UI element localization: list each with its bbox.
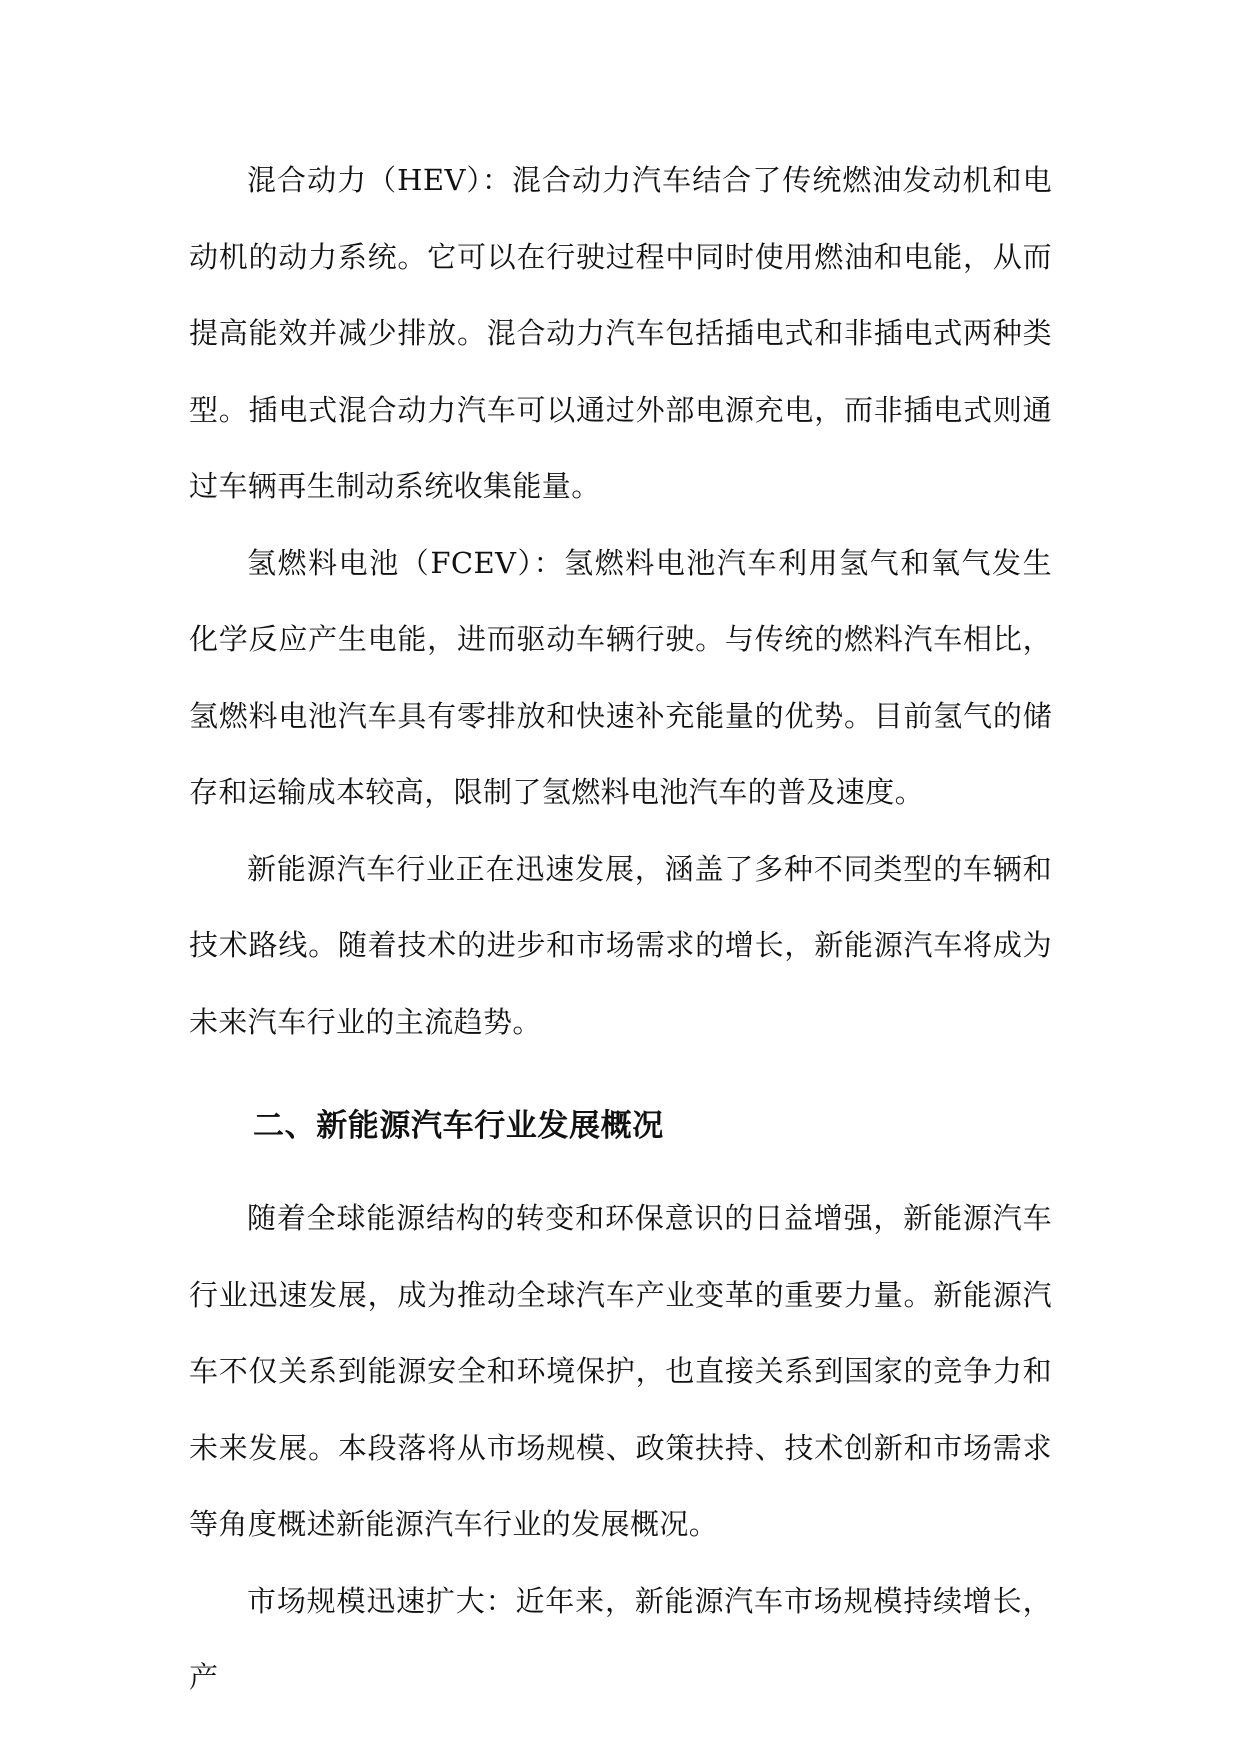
paragraph-hev: 混合动力（HEV）：混合动力汽车结合了传统燃油发动机和电动机的动力系统。它可以在行驶过程中同时使用燃油和电能，从而提高能效并减少排放。混合动力汽车包括插电式和非插电式两种类型。插电式混合动力汽车可以通过外部电源充电，而非插电式则通过车辆再生制动系统收集能量。 [189, 163, 1052, 503]
paragraph-development-overview: 随着全球能源结构的转变和环保意识的日益增强，新能源汽车行业迅速发展，成为推动全球汽车产业变革的重要力量。新能源汽车不仅关系到能源安全和环境保护，也直接关系到国家的竞争力和未来发展。本段落将从市场规模、政策扶持、技术创新和市场需求等角度概述新能源汽车行业的发展概况。 [189, 1201, 1052, 1541]
paragraph-fcev: 氢燃料电池（FCEV）：氢燃料电池汽车利用氢气和氧气发生化学反应产生电能，进而驱动车辆行驶。与传统的燃料汽车相比，氢燃料电池汽车具有零排放和快速补充能量的优势。目前氢气的储存和运输成本较高，限制了氢燃料电池汽车的普及速度。 [189, 545, 1052, 809]
paragraph-market-scale: 市场规模迅速扩大：近年来，新能源汽车市场规模持续增长，产 [189, 1583, 1052, 1694]
paragraph-industry-summary: 新能源汽车行业正在迅速发展，涵盖了多种不同类型的车辆和技术路线。随着技术的进步和市场需求的增长，新能源汽车将成为未来汽车行业的主流趋势。 [189, 851, 1052, 1039]
section-heading: 二、新能源汽车行业发展概况 [253, 1108, 664, 1144]
document-body [189, 142, 1052, 1716]
